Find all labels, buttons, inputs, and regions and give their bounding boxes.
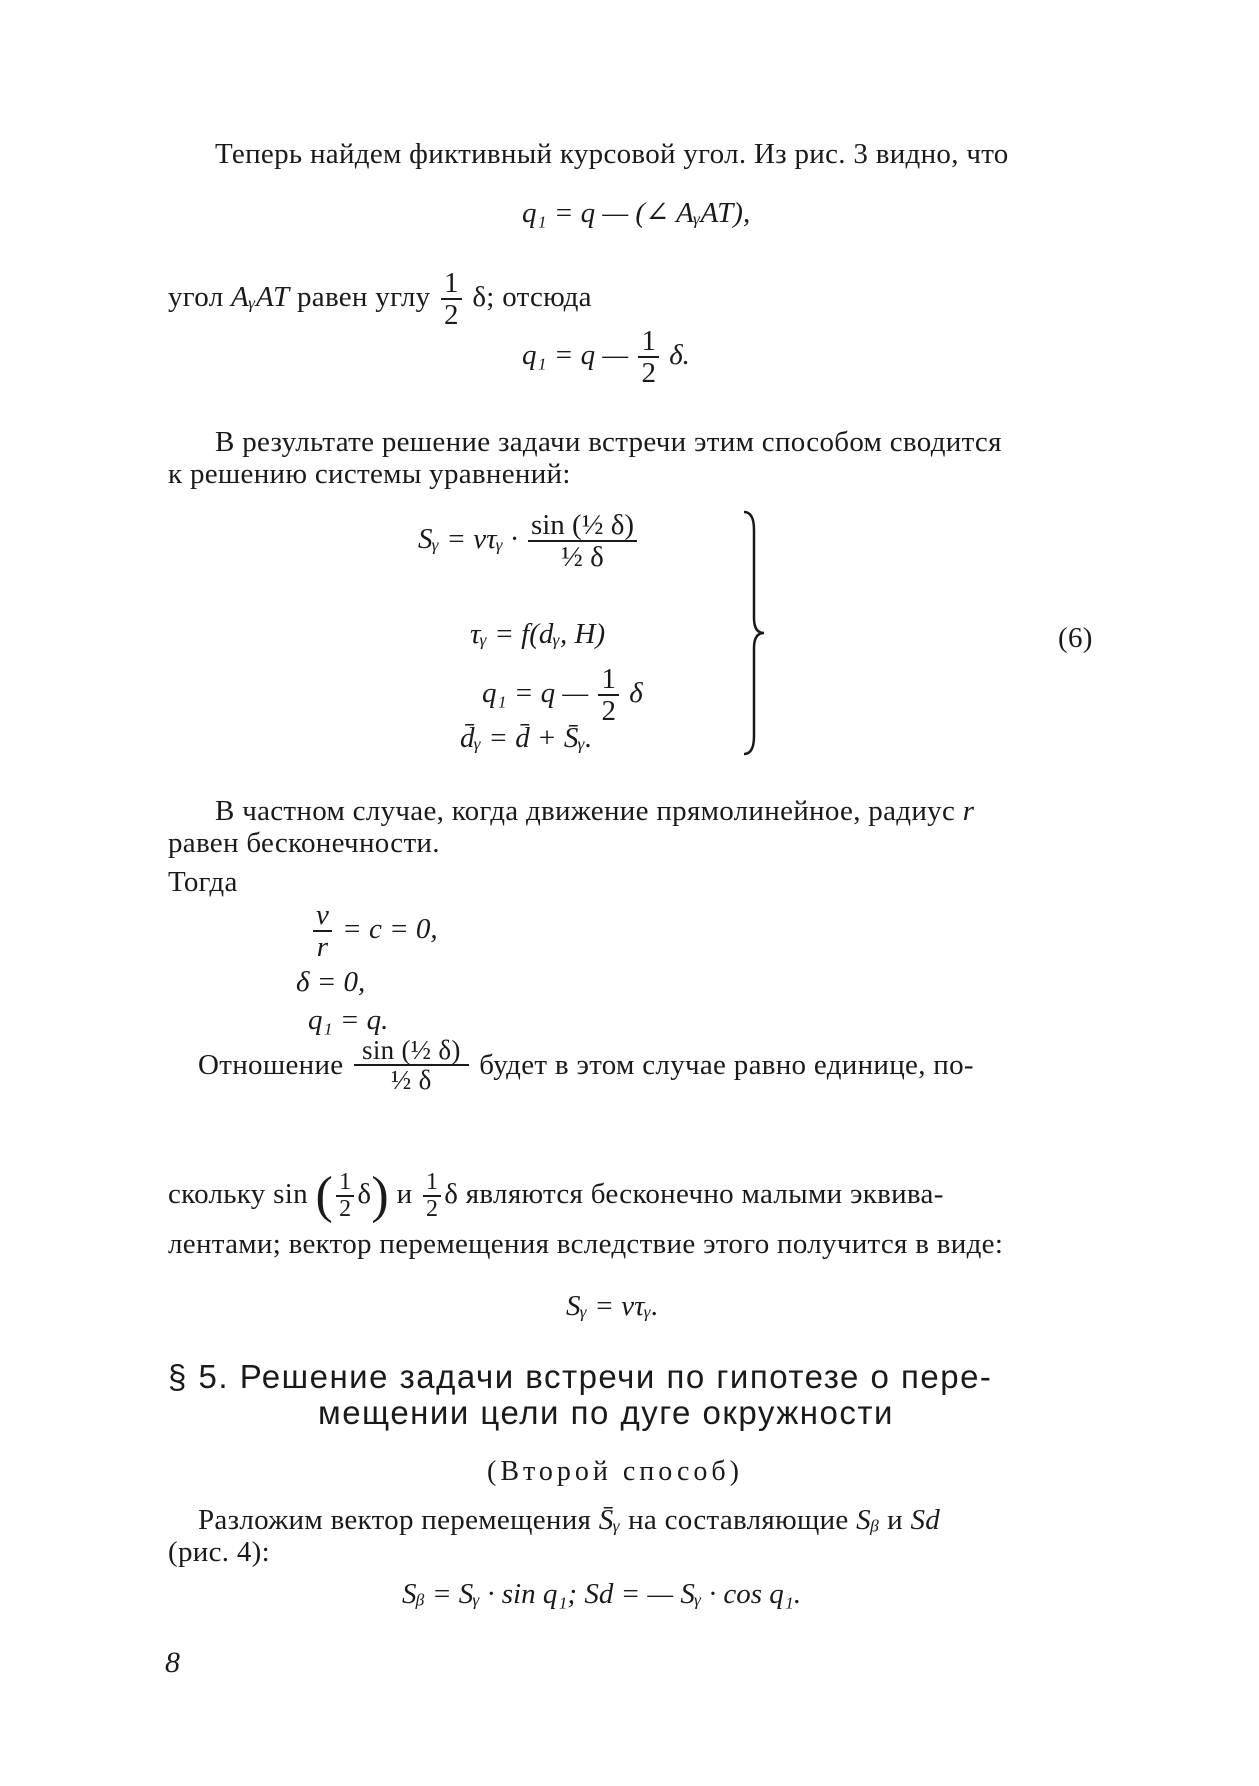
equation-q1-equals-q: q₁ = q. (308, 1004, 389, 1036)
paren-right: ) (371, 1167, 389, 1225)
system-eq-4: d̄ᵧ = d̄ + S̄ᵧ. (460, 722, 593, 754)
equation-q1-angle: q₁ = q — (∠ AᵧAT), (522, 197, 751, 229)
ratio-numerator: sin (½ δ) (354, 1036, 469, 1066)
system-eq-1 (418, 510, 640, 573)
equation-v-over-r (310, 900, 438, 963)
system-eq-1-fraction (528, 510, 637, 573)
system-brace (742, 510, 766, 756)
equals-angle-text: равен углу (296, 281, 431, 314)
paragraph-then: Тогда (168, 866, 238, 898)
fraction-denominator-r: r (316, 931, 329, 964)
fraction-denominator: 2 (641, 357, 656, 390)
paragraph-result-line2: к решению системы уравнений: (168, 458, 571, 490)
component-s-beta: Sᵦ (856, 1504, 880, 1536)
section-heading-line1: § 5. Решение задачи встречи по гипотезе о пере- (168, 1358, 993, 1395)
equation-components: Sᵦ = Sᵧ · sin q₁; Sd = — Sᵧ · cos q₁. (402, 1578, 802, 1610)
paragraph-ratio (198, 1036, 974, 1095)
equation-q1-delta (522, 326, 690, 389)
ratio-text: будет в этом случае равно единице, по- (479, 1048, 974, 1081)
fraction-denominator: 2 (425, 1196, 439, 1223)
paragraph-special-case-line1 (215, 795, 974, 828)
fraction-denominator: 2 (443, 299, 459, 332)
system-eq-1-denominator: ½ δ (561, 541, 604, 574)
system-eq-1-numerator: sin (½ δ) (528, 510, 637, 542)
paragraph-vector: лентами; вектор перемещения вследствие этого получится в виде: (168, 1228, 1004, 1260)
ratio-fraction (354, 1036, 469, 1095)
since-delta: δ (357, 1177, 372, 1210)
since-and: и (396, 1177, 413, 1210)
equation-v-over-r-tail: = c = 0, (342, 913, 438, 946)
page-number: 8 (165, 1646, 180, 1679)
fraction-numerator: 1 (638, 326, 659, 358)
ratio-word: Отношение (198, 1048, 344, 1081)
angle-name: AᵧAT (231, 281, 290, 314)
hence-text: δ; отсюда (472, 281, 592, 314)
paragraph-since (168, 1167, 944, 1225)
since-sin: sin (273, 1177, 308, 1210)
special-case-text: В частном случае, когда движение прямолинейное, радиус (215, 795, 956, 827)
system-eq-3 (482, 664, 643, 727)
since-half-fraction (336, 1170, 354, 1222)
paren-left: ( (315, 1167, 334, 1225)
equation-sy: Sᵧ = vτᵧ. (566, 1290, 659, 1322)
paragraph-special-case-line2: равен бесконечности. (168, 827, 440, 859)
decompose-and: и (887, 1504, 903, 1536)
fraction-half-eq2 (638, 326, 659, 389)
fraction-numerator-v: v (313, 900, 332, 932)
fraction-denominator: 2 (601, 695, 616, 728)
equation-delta-zero: δ = 0, (296, 966, 366, 998)
since-half-fraction-2 (423, 1170, 441, 1222)
equation-q1-tail: δ. (669, 339, 690, 372)
angle-word: угол (168, 281, 224, 314)
system-eq-2: τᵧ = f(dᵧ, H) (470, 618, 606, 650)
component-s-d: Sd (910, 1504, 941, 1536)
vector-sy: S̄ᵧ (598, 1504, 621, 1536)
since-word: скольку (168, 1177, 266, 1210)
ratio-denominator: ½ δ (391, 1065, 432, 1096)
fraction-denominator: 2 (339, 1196, 352, 1223)
paragraph-fig4: (рис. 4): (168, 1536, 270, 1568)
decompose-text: Разложим вектор перемещения (198, 1504, 592, 1536)
since-delta-2: δ (444, 1177, 459, 1210)
paragraph-angle-line (168, 268, 592, 331)
since-tail: являются бесконечно малыми эквива- (465, 1177, 944, 1210)
fraction-v-over-r (313, 900, 332, 963)
fraction-numerator: 1 (336, 1170, 354, 1197)
section-subheading: (Второй способ) (487, 1456, 743, 1487)
equation-number: (6) (1058, 622, 1093, 654)
equation-q1-lhs: q₁ = q — (522, 339, 629, 372)
system-eq-3-lhs: q₁ = q — (482, 677, 589, 710)
fraction-half (441, 268, 462, 331)
system-eq-3-fraction (598, 664, 619, 727)
fraction-numerator: 1 (441, 268, 462, 300)
system-eq-3-tail: δ (629, 677, 643, 710)
fraction-numerator: 1 (423, 1170, 441, 1197)
paragraph-decompose (198, 1504, 940, 1537)
system-eq-1-lhs: Sᵧ = vτᵧ · (418, 523, 518, 556)
paragraph-fictive-angle: Теперь найдем фиктивный курсовой угол. Из рис. 3 видно, что (215, 138, 1009, 170)
fraction-numerator: 1 (598, 664, 619, 696)
paragraph-result-line1: В результате решение задачи встречи этим способом сводится (215, 426, 1002, 458)
section-heading-line2: мещении цели по дуге окружности (318, 1394, 894, 1431)
radius-symbol: r (962, 795, 975, 827)
decompose-components-text: на составляющие (628, 1504, 849, 1536)
